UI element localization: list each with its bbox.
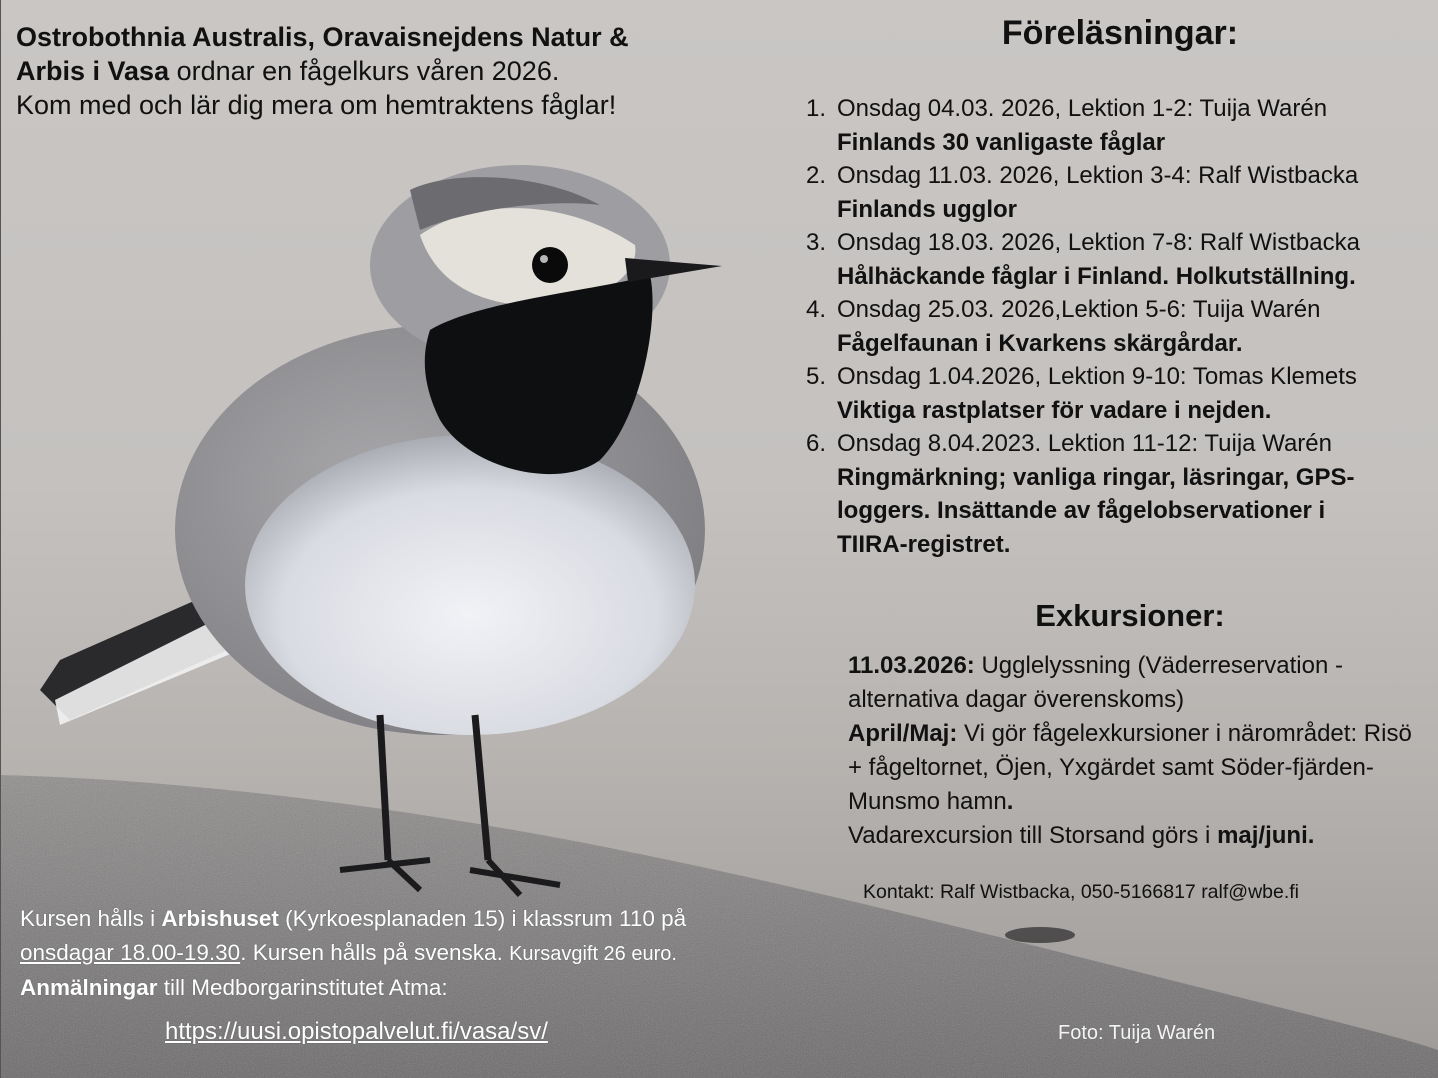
- registration-text: till Medborgarinstitutet Atma:: [157, 975, 448, 1000]
- lecture-list: [806, 92, 1436, 561]
- excursion-text: Vi gör fågelexkursioner i närområdet: Risö + fågeltornet, Öjen, Yxgärdet samt Söder-fjärden-Munsmo hamn: [848, 720, 1412, 815]
- lecture-item: [806, 226, 1436, 293]
- intro-text: [16, 20, 736, 122]
- left-border: [0, 0, 1, 1078]
- excursion-item: [848, 717, 1428, 819]
- lecture-title: Viktiga rastplatser för vadare i nejden.: [837, 396, 1272, 424]
- organizers-line-1: Ostrobothnia Australis, Oravaisnejdens Natur &: [16, 22, 629, 52]
- lectures-heading: Föreläsningar:: [1001, 14, 1239, 52]
- course-text: Kursen hålls i: [20, 906, 162, 931]
- lecture-number: 2.: [806, 162, 827, 189]
- excursion-text: Ugglelyssning (Väderreservation - alternativa dagar överenskoms): [848, 652, 1343, 713]
- lecture-number: 4.: [806, 296, 827, 323]
- photo-credit: Foto: Tuija Warén: [1058, 1022, 1216, 1044]
- lecture-number: 1.: [806, 95, 827, 122]
- course-info: [20, 902, 870, 1005]
- lecture-number: 3.: [806, 229, 827, 256]
- lecture-when: Onsdag 11.03. 2026, Lektion 3-4: Ralf Wistbacka: [837, 162, 1359, 189]
- registration-label: Anmälningar: [20, 975, 158, 1000]
- lecture-item: [806, 293, 1436, 360]
- lecture-item: [806, 159, 1436, 226]
- excursion-date: 11.03.2026:: [848, 652, 975, 679]
- lecture-when: Onsdag 04.03. 2026, Lektion 1-2: Tuija Warén: [837, 95, 1328, 122]
- course-fee: Kursavgift 26 euro.: [509, 943, 677, 965]
- intro-line-2: ordnar en fågelkurs våren 2026.: [169, 56, 560, 86]
- lecture-item: [806, 92, 1436, 159]
- excursion-text: Vadarexcursion till Storsand görs i: [848, 822, 1218, 849]
- excursion-end-dot: .: [1006, 788, 1014, 815]
- contact-info: Kontakt: Ralf Wistbacka, 050-5166817 ralf@wbe.fi: [863, 881, 1300, 903]
- registration-link[interactable]: https://uusi.opistopalvelut.fi/vasa/sv/: [165, 1018, 548, 1045]
- lecture-when: Onsdag 8.04.2023. Lektion 11-12: Tuija Warén: [837, 430, 1332, 457]
- excursion-item: [848, 649, 1428, 717]
- registration: [20, 971, 870, 1005]
- lecture-title: Finlands 30 vanligaste fåglar: [837, 128, 1166, 156]
- course-text: (Kyrkoesplanaden 15) i klassrum 110 på: [278, 906, 687, 931]
- lecture-when: Onsdag 25.03. 2026,Lektion 5-6: Tuija Warén: [837, 296, 1321, 323]
- lecture-when: Onsdag 1.04.2026, Lektion 9-10: Tomas Klemets: [837, 363, 1357, 390]
- lecture-title: Ringmärkning; vanliga ringar, läsringar, GPS-loggers. Insättande av fågelobservationer i TIIRA-registret.: [837, 463, 1355, 558]
- lecture-number: 6.: [806, 430, 827, 457]
- excursion-list: [848, 649, 1428, 853]
- excursion-date: April/Maj:: [848, 720, 958, 747]
- intro-line-3: Kom med och lär dig mera om hemtraktens fåglar!: [16, 90, 617, 120]
- lecture-title: Finlands ugglor: [837, 195, 1017, 223]
- excursion-item: [848, 819, 1428, 853]
- course-schedule: onsdagar 18.00-19.30: [20, 940, 241, 965]
- lecture-number: 5.: [806, 363, 827, 390]
- lecture-title: Fågelfaunan i Kvarkens skärgårdar.: [837, 329, 1243, 357]
- course-time: [20, 936, 870, 971]
- lecture-item: [806, 360, 1436, 427]
- excursion-date: maj/juni.: [1217, 822, 1315, 849]
- lecture-when: Onsdag 18.03. 2026, Lektion 7-8: Ralf Wistbacka: [837, 229, 1360, 256]
- lecture-title: Hålhäckande fåglar i Finland. Holkutställning.: [837, 262, 1356, 290]
- organizers-line-2: Arbis i Vasa: [16, 56, 170, 86]
- excursions-heading: Exkursioner:: [1035, 598, 1225, 633]
- lecture-item: [806, 427, 1436, 561]
- course-place: Arbishuset: [161, 906, 279, 931]
- course-location: [20, 902, 870, 936]
- course-text: . Kursen hålls på svenska.: [240, 940, 510, 965]
